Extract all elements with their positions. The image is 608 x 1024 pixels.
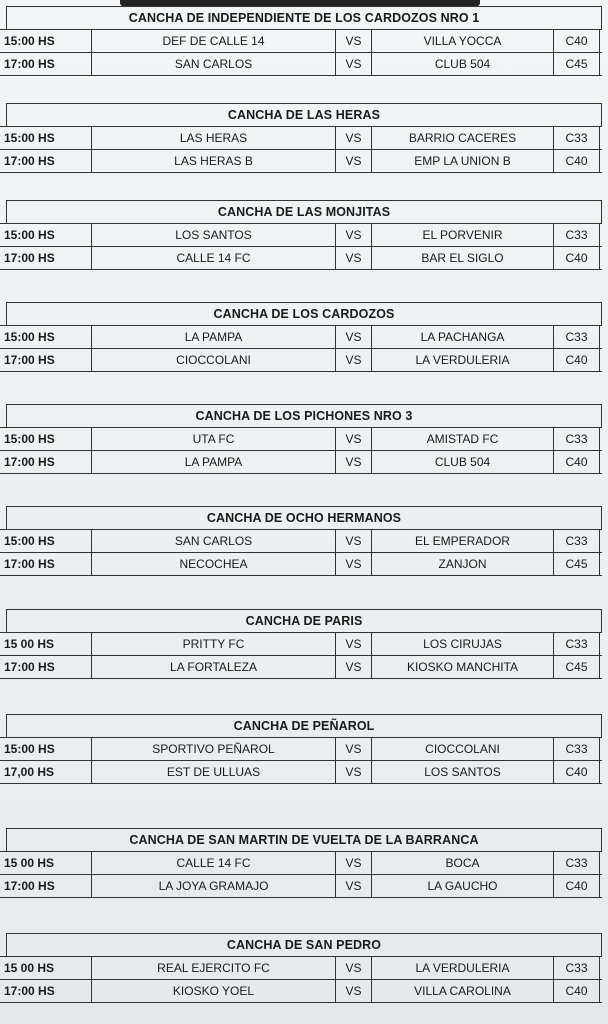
match-time: 17:00 HS: [0, 247, 92, 269]
versus-label: VS: [336, 247, 372, 269]
versus-label: VS: [336, 761, 372, 783]
match-row: [0, 29, 602, 52]
venue-title: CANCHA DE LOS CARDOZOS: [6, 302, 602, 325]
home-team: UTA FC: [92, 428, 336, 450]
away-team: LA VERDULERIA: [372, 957, 554, 979]
versus-label: VS: [336, 451, 372, 473]
venue-title: CANCHA DE PARIS: [6, 609, 602, 632]
venue-block: [0, 404, 602, 474]
versus-label: VS: [336, 326, 372, 348]
home-team: DEF DE CALLE 14: [92, 30, 336, 52]
away-team: BAR EL SIGLO: [372, 247, 554, 269]
match-row: [0, 851, 602, 874]
match-row: [0, 529, 602, 552]
away-team: BOCA: [372, 852, 554, 874]
away-team: LOS CIRUJAS: [372, 633, 554, 655]
category-badge: C45: [554, 53, 600, 75]
venue-block: [0, 714, 602, 784]
venue-block: [0, 200, 602, 270]
home-team: CIOCCOLANI: [92, 349, 336, 371]
venue-title: CANCHA DE LAS HERAS: [6, 103, 602, 126]
category-badge: C40: [554, 349, 600, 371]
category-badge: C33: [554, 738, 600, 760]
versus-label: VS: [336, 553, 372, 575]
category-badge: C40: [554, 451, 600, 473]
home-team: LAS HERAS B: [92, 150, 336, 172]
home-team: SAN CARLOS: [92, 53, 336, 75]
category-badge: C40: [554, 980, 600, 1002]
away-team: LA GAUCHO: [372, 875, 554, 897]
home-team: LA PAMPA: [92, 326, 336, 348]
home-team: LA JOYA GRAMAJO: [92, 875, 336, 897]
category-badge: C40: [554, 761, 600, 783]
match-time: 17:00 HS: [0, 150, 92, 172]
match-time: 15:00 HS: [0, 738, 92, 760]
away-team: VILLA CAROLINA: [372, 980, 554, 1002]
home-team: PRITTY FC: [92, 633, 336, 655]
venue-title: CANCHA DE LAS MONJITAS: [6, 200, 602, 223]
away-team: LA PACHANGA: [372, 326, 554, 348]
away-team: EL EMPERADOR: [372, 530, 554, 552]
home-team: CALLE 14 FC: [92, 247, 336, 269]
versus-label: VS: [336, 957, 372, 979]
category-badge: C40: [554, 875, 600, 897]
away-team: LOS SANTOS: [372, 761, 554, 783]
match-time: 17,00 HS: [0, 761, 92, 783]
home-team: CALLE 14 FC: [92, 852, 336, 874]
match-time: 17:00 HS: [0, 451, 92, 473]
match-row: [0, 246, 602, 270]
match-time: 15:00 HS: [0, 127, 92, 149]
versus-label: VS: [336, 875, 372, 897]
venue-title: CANCHA DE LOS PICHONES NRO 3: [6, 404, 602, 427]
versus-label: VS: [336, 530, 372, 552]
away-team: KIOSKO MANCHITA: [372, 656, 554, 678]
category-badge: C40: [554, 150, 600, 172]
away-team: VILLA YOCCA: [372, 30, 554, 52]
match-row: [0, 737, 602, 760]
venue-block: [0, 103, 602, 173]
category-badge: C33: [554, 127, 600, 149]
away-team: AMISTAD FC: [372, 428, 554, 450]
match-time: 17:00 HS: [0, 980, 92, 1002]
away-team: CLUB 504: [372, 451, 554, 473]
match-time: 17:00 HS: [0, 875, 92, 897]
match-row: [0, 325, 602, 348]
home-team: NECOCHEA: [92, 553, 336, 575]
venue-title: CANCHA DE SAN PEDRO: [6, 933, 602, 956]
home-team: LOS SANTOS: [92, 224, 336, 246]
match-row: [0, 348, 602, 372]
category-badge: C40: [554, 30, 600, 52]
versus-label: VS: [336, 428, 372, 450]
match-row: [0, 126, 602, 149]
home-team: LAS HERAS: [92, 127, 336, 149]
match-time: 17:00 HS: [0, 53, 92, 75]
versus-label: VS: [336, 53, 372, 75]
category-badge: C40: [554, 247, 600, 269]
away-team: EL PORVENIR: [372, 224, 554, 246]
match-time: 17:00 HS: [0, 349, 92, 371]
match-time: 15 00 HS: [0, 852, 92, 874]
match-time: 17:00 HS: [0, 553, 92, 575]
home-team: EST DE ULLUAS: [92, 761, 336, 783]
venue-block: [0, 506, 602, 576]
away-team: BARRIO CACERES: [372, 127, 554, 149]
home-team: LA PAMPA: [92, 451, 336, 473]
versus-label: VS: [336, 150, 372, 172]
versus-label: VS: [336, 127, 372, 149]
match-row: [0, 979, 602, 1003]
venue-block: [0, 302, 602, 372]
versus-label: VS: [336, 224, 372, 246]
home-team: REAL EJERCITO FC: [92, 957, 336, 979]
venue-block: [0, 609, 602, 679]
versus-label: VS: [336, 30, 372, 52]
versus-label: VS: [336, 980, 372, 1002]
home-team: KIOSKO YOEL: [92, 980, 336, 1002]
match-row: [0, 632, 602, 655]
match-time: 17:00 HS: [0, 656, 92, 678]
match-row: [0, 874, 602, 898]
venue-title: CANCHA DE SAN MARTIN DE VUELTA DE LA BARRANCA: [6, 828, 602, 851]
venue-block: [0, 933, 602, 1003]
away-team: LA VERDULERIA: [372, 349, 554, 371]
home-team: LA FORTALEZA: [92, 656, 336, 678]
match-row: [0, 760, 602, 784]
category-badge: C33: [554, 633, 600, 655]
away-team: EMP LA UNION B: [372, 150, 554, 172]
match-time: 15:00 HS: [0, 428, 92, 450]
versus-label: VS: [336, 349, 372, 371]
category-badge: C33: [554, 326, 600, 348]
versus-label: VS: [336, 852, 372, 874]
match-time: 15 00 HS: [0, 957, 92, 979]
match-time: 15:00 HS: [0, 30, 92, 52]
match-row: [0, 223, 602, 246]
match-time: 15:00 HS: [0, 530, 92, 552]
versus-label: VS: [336, 738, 372, 760]
match-row: [0, 52, 602, 76]
venue-title: CANCHA DE OCHO HERMANOS: [6, 506, 602, 529]
venue-title: CANCHA DE PEÑAROL: [6, 714, 602, 737]
match-row: [0, 149, 602, 173]
category-badge: C33: [554, 852, 600, 874]
category-badge: C33: [554, 428, 600, 450]
venue-block: [0, 828, 602, 898]
match-time: 15:00 HS: [0, 224, 92, 246]
match-time: 15 00 HS: [0, 633, 92, 655]
away-team: CIOCCOLANI: [372, 738, 554, 760]
versus-label: VS: [336, 656, 372, 678]
versus-label: VS: [336, 633, 372, 655]
venue-title: CANCHA DE INDEPENDIENTE DE LOS CARDOZOS NRO 1: [6, 6, 602, 29]
category-badge: C33: [554, 957, 600, 979]
category-badge: C33: [554, 530, 600, 552]
home-team: SPORTIVO PEÑAROL: [92, 738, 336, 760]
match-row: [0, 450, 602, 474]
match-row: [0, 655, 602, 679]
category-badge: C45: [554, 553, 600, 575]
match-time: 15:00 HS: [0, 326, 92, 348]
category-badge: C33: [554, 224, 600, 246]
home-team: SAN CARLOS: [92, 530, 336, 552]
away-team: CLUB 504: [372, 53, 554, 75]
match-row: [0, 427, 602, 450]
category-badge: C45: [554, 656, 600, 678]
match-row: [0, 956, 602, 979]
venue-block: [0, 6, 602, 76]
away-team: ZANJON: [372, 553, 554, 575]
match-row: [0, 552, 602, 576]
